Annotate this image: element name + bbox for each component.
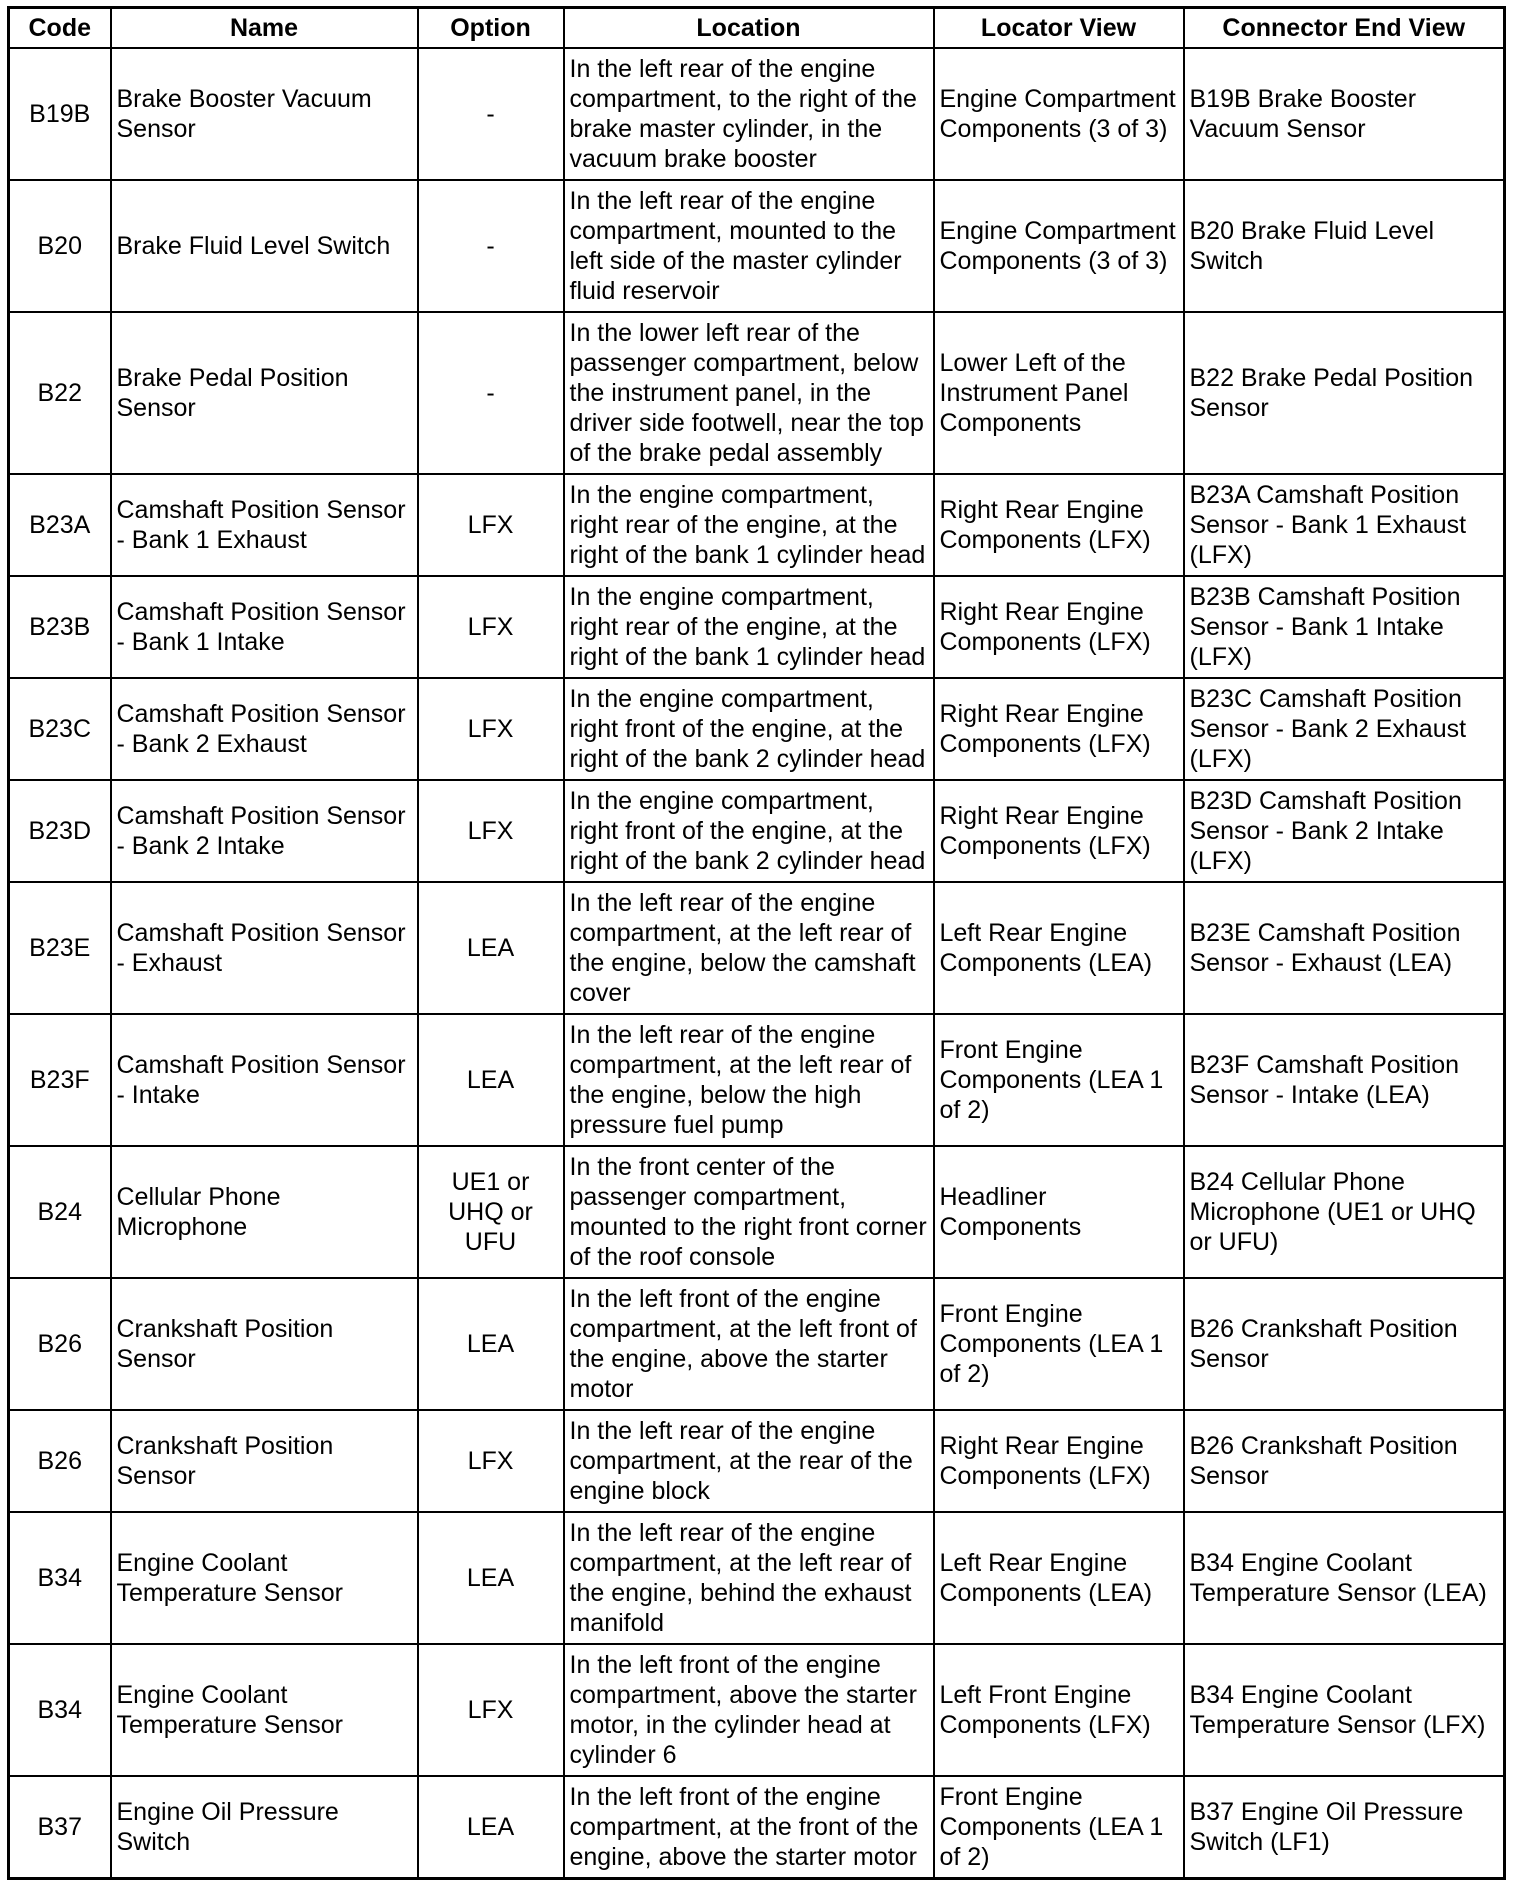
option-cell: LEA [418,1014,564,1146]
locator-view-cell: Right Rear Engine Components (LFX) [934,780,1184,882]
locator-view-cell: Front Engine Components (LEA 1 of 2) [934,1776,1184,1878]
locator-view-cell: Right Rear Engine Components (LFX) [934,1410,1184,1512]
location-cell: In the left front of the engine compartment, at the left front of the engine, above the starter motor [564,1278,934,1410]
location-cell: In the left front of the engine compartment, at the front of the engine, above the starter motor [564,1776,934,1878]
name-cell: Crankshaft Position Sensor [111,1278,418,1410]
name-cell: Crankshaft Position Sensor [111,1410,418,1512]
option-cell: LEA [418,882,564,1014]
locator-view-cell: Front Engine Components (LEA 1 of 2) [934,1278,1184,1410]
locator-view-cell: Left Rear Engine Components (LEA) [934,882,1184,1014]
table-row [9,780,1505,882]
location-cell: In the lower left rear of the passenger compartment, below the instrument panel, in the driver side footwell, near the top of the brake pedal assembly [564,312,934,474]
code-cell: B19B [9,48,111,180]
header-option: Option [418,8,564,49]
name-cell: Engine Coolant Temperature Sensor [111,1512,418,1644]
table-row [9,1410,1505,1512]
name-cell: Brake Pedal Position Sensor [111,312,418,474]
name-cell: Brake Fluid Level Switch [111,180,418,312]
location-cell: In the left rear of the engine compartment, to the right of the brake master cylinder, in the vacuum brake booster [564,48,934,180]
location-cell: In the left rear of the engine compartment, at the left rear of the engine, below the high pressure fuel pump [564,1014,934,1146]
connector-end-view-cell: B19B Brake Booster Vacuum Sensor [1184,48,1505,180]
option-cell: LEA [418,1278,564,1410]
connector-end-view-cell: B22 Brake Pedal Position Sensor [1184,312,1505,474]
connector-end-view-cell: B34 Engine Coolant Temperature Sensor (LFX) [1184,1644,1505,1776]
code-cell: B23F [9,1014,111,1146]
table-row [9,312,1505,474]
location-cell: In the left front of the engine compartment, above the starter motor, in the cylinder head at cylinder 6 [564,1644,934,1776]
table-row [9,1776,1505,1878]
code-cell: B34 [9,1644,111,1776]
locator-view-cell: Front Engine Components (LEA 1 of 2) [934,1014,1184,1146]
name-cell: Brake Booster Vacuum Sensor [111,48,418,180]
connector-end-view-cell: B23B Camshaft Position Sensor - Bank 1 Intake (LFX) [1184,576,1505,678]
connector-end-view-cell: B23E Camshaft Position Sensor - Exhaust (LEA) [1184,882,1505,1014]
code-cell: B23B [9,576,111,678]
location-cell: In the front center of the passenger compartment, mounted to the right front corner of the roof console [564,1146,934,1278]
code-cell: B26 [9,1410,111,1512]
name-cell: Cellular Phone Microphone [111,1146,418,1278]
table-row [9,1512,1505,1644]
option-cell: LEA [418,1512,564,1644]
locator-view-cell: Lower Left of the Instrument Panel Components [934,312,1184,474]
code-cell: B23A [9,474,111,576]
location-cell: In the left rear of the engine compartment, at the left rear of the engine, below the camshaft cover [564,882,934,1014]
code-cell: B37 [9,1776,111,1878]
location-cell: In the left rear of the engine compartment, at the left rear of the engine, behind the exhaust manifold [564,1512,934,1644]
code-cell: B23C [9,678,111,780]
location-cell: In the engine compartment, right rear of the engine, at the right of the bank 1 cylinder head [564,576,934,678]
option-cell: - [418,48,564,180]
table-row [9,882,1505,1014]
connector-end-view-cell: B24 Cellular Phone Microphone (UE1 or UHQ or UFU) [1184,1146,1505,1278]
locator-view-cell: Right Rear Engine Components (LFX) [934,576,1184,678]
option-cell: LFX [418,678,564,780]
code-cell: B23D [9,780,111,882]
option-cell: LFX [418,1410,564,1512]
table-row [9,1278,1505,1410]
name-cell: Camshaft Position Sensor - Bank 2 Exhaust [111,678,418,780]
header-locator-view: Locator View [934,8,1184,49]
header-connector-end-view: Connector End View [1184,8,1505,49]
code-cell: B26 [9,1278,111,1410]
name-cell: Camshaft Position Sensor - Bank 2 Intake [111,780,418,882]
component-locator-table [7,6,1506,1880]
name-cell: Camshaft Position Sensor - Bank 1 Intake [111,576,418,678]
location-cell: In the left rear of the engine compartment, mounted to the left side of the master cylinder fluid reservoir [564,180,934,312]
connector-end-view-cell: B23F Camshaft Position Sensor - Intake (LEA) [1184,1014,1505,1146]
connector-end-view-cell: B23A Camshaft Position Sensor - Bank 1 Exhaust (LFX) [1184,474,1505,576]
locator-view-cell: Right Rear Engine Components (LFX) [934,678,1184,780]
code-cell: B22 [9,312,111,474]
connector-end-view-cell: B37 Engine Oil Pressure Switch (LF1) [1184,1776,1505,1878]
table-row [9,1014,1505,1146]
header-location: Location [564,8,934,49]
option-cell: UE1 or UHQ or UFU [418,1146,564,1278]
locator-view-cell: Engine Compartment Components (3 of 3) [934,48,1184,180]
locator-view-cell: Left Rear Engine Components (LEA) [934,1512,1184,1644]
name-cell: Engine Oil Pressure Switch [111,1776,418,1878]
name-cell: Camshaft Position Sensor - Intake [111,1014,418,1146]
header-row [9,8,1505,49]
name-cell: Engine Coolant Temperature Sensor [111,1644,418,1776]
connector-end-view-cell: B20 Brake Fluid Level Switch [1184,180,1505,312]
option-cell: LEA [418,1776,564,1878]
option-cell: LFX [418,576,564,678]
location-cell: In the engine compartment, right rear of the engine, at the right of the bank 1 cylinder head [564,474,934,576]
location-cell: In the left rear of the engine compartment, at the rear of the engine block [564,1410,934,1512]
table-row [9,48,1505,180]
connector-end-view-cell: B26 Crankshaft Position Sensor [1184,1410,1505,1512]
name-cell: Camshaft Position Sensor - Bank 1 Exhaust [111,474,418,576]
code-cell: B34 [9,1512,111,1644]
table-row [9,474,1505,576]
table-row [9,180,1505,312]
table-row [9,576,1505,678]
table-row [9,1146,1505,1278]
locator-view-cell: Right Rear Engine Components (LFX) [934,474,1184,576]
code-cell: B20 [9,180,111,312]
locator-view-cell: Engine Compartment Components (3 of 3) [934,180,1184,312]
connector-end-view-cell: B34 Engine Coolant Temperature Sensor (LEA) [1184,1512,1505,1644]
code-cell: B23E [9,882,111,1014]
option-cell: - [418,312,564,474]
header-code: Code [9,8,111,49]
option-cell: LFX [418,1644,564,1776]
name-cell: Camshaft Position Sensor - Exhaust [111,882,418,1014]
table-row [9,678,1505,780]
connector-end-view-cell: B26 Crankshaft Position Sensor [1184,1278,1505,1410]
option-cell: - [418,180,564,312]
connector-end-view-cell: B23D Camshaft Position Sensor - Bank 2 Intake (LFX) [1184,780,1505,882]
location-cell: In the engine compartment, right front of the engine, at the right of the bank 2 cylinder head [564,678,934,780]
table-row [9,1644,1505,1776]
option-cell: LFX [418,474,564,576]
locator-view-cell: Headliner Components [934,1146,1184,1278]
connector-end-view-cell: B23C Camshaft Position Sensor - Bank 2 Exhaust (LFX) [1184,678,1505,780]
header-name: Name [111,8,418,49]
code-cell: B24 [9,1146,111,1278]
locator-view-cell: Left Front Engine Components (LFX) [934,1644,1184,1776]
option-cell: LFX [418,780,564,882]
location-cell: In the engine compartment, right front of the engine, at the right of the bank 2 cylinder head [564,780,934,882]
